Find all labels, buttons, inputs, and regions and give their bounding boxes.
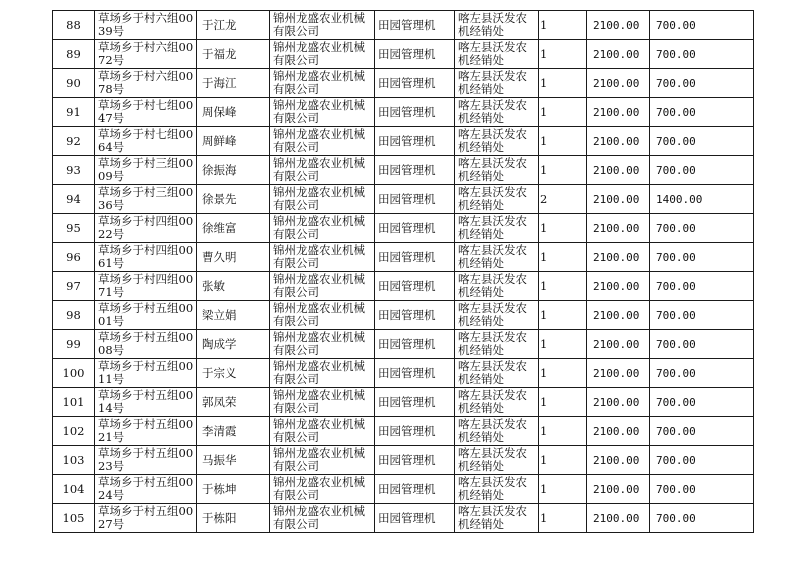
address-cell: 草场乡于村五组0021号 — [95, 417, 197, 446]
total-subsidy-cell: 700.00 — [650, 446, 754, 475]
total-subsidy-cell: 1400.00 — [650, 185, 754, 214]
quantity-cell: 1 — [539, 11, 587, 40]
table-row — [53, 330, 754, 359]
unit-subsidy-cell: 2100.00 — [587, 504, 650, 533]
row-number: 94 — [53, 185, 95, 214]
owner-name-cell: 于栋坤 — [197, 475, 270, 504]
total-subsidy-cell: 700.00 — [650, 417, 754, 446]
owner-name-cell: 于栋阳 — [197, 504, 270, 533]
total-subsidy-cell: 700.00 — [650, 156, 754, 185]
owner-name-cell: 于江龙 — [197, 11, 270, 40]
machine-type-cell: 田园管理机 — [375, 156, 455, 185]
unit-subsidy-cell: 2100.00 — [587, 40, 650, 69]
address-cell: 草场乡于村五组0011号 — [95, 359, 197, 388]
table-row — [53, 40, 754, 69]
unit-subsidy-cell: 2100.00 — [587, 388, 650, 417]
table-row — [53, 388, 754, 417]
machine-type-cell: 田园管理机 — [375, 475, 455, 504]
row-number: 102 — [53, 417, 95, 446]
manufacturer-cell: 锦州龙盛农业机械有限公司 — [270, 475, 375, 504]
manufacturer-cell: 锦州龙盛农业机械有限公司 — [270, 69, 375, 98]
machine-type-cell: 田园管理机 — [375, 301, 455, 330]
owner-name-cell: 陶成学 — [197, 330, 270, 359]
total-subsidy-cell: 700.00 — [650, 272, 754, 301]
table-row — [53, 69, 754, 98]
machine-type-cell: 田园管理机 — [375, 69, 455, 98]
address-cell: 草场乡于村四组0061号 — [95, 243, 197, 272]
quantity-cell: 1 — [539, 330, 587, 359]
machine-type-cell: 田园管理机 — [375, 504, 455, 533]
row-number: 105 — [53, 504, 95, 533]
address-cell: 草场乡于村五组0023号 — [95, 446, 197, 475]
table-row — [53, 243, 754, 272]
quantity-cell: 1 — [539, 214, 587, 243]
manufacturer-cell: 锦州龙盛农业机械有限公司 — [270, 301, 375, 330]
subsidy-table — [52, 10, 754, 533]
row-number: 96 — [53, 243, 95, 272]
row-number: 98 — [53, 301, 95, 330]
quantity-cell: 2 — [539, 185, 587, 214]
total-subsidy-cell: 700.00 — [650, 127, 754, 156]
address-cell: 草场乡于村五组0027号 — [95, 504, 197, 533]
row-number: 99 — [53, 330, 95, 359]
total-subsidy-cell: 700.00 — [650, 504, 754, 533]
address-cell: 草场乡于村四组0022号 — [95, 214, 197, 243]
address-cell: 草场乡于村七组0047号 — [95, 98, 197, 127]
dealer-cell: 喀左县沃发农机经销处 — [455, 11, 539, 40]
unit-subsidy-cell: 2100.00 — [587, 330, 650, 359]
machine-type-cell: 田园管理机 — [375, 359, 455, 388]
owner-name-cell: 徐振海 — [197, 156, 270, 185]
quantity-cell: 1 — [539, 127, 587, 156]
manufacturer-cell: 锦州龙盛农业机械有限公司 — [270, 127, 375, 156]
address-cell: 草场乡于村六组0039号 — [95, 11, 197, 40]
row-number: 104 — [53, 475, 95, 504]
table-row — [53, 475, 754, 504]
machine-type-cell: 田园管理机 — [375, 11, 455, 40]
manufacturer-cell: 锦州龙盛农业机械有限公司 — [270, 40, 375, 69]
total-subsidy-cell: 700.00 — [650, 388, 754, 417]
unit-subsidy-cell: 2100.00 — [587, 272, 650, 301]
owner-name-cell: 周保峰 — [197, 98, 270, 127]
row-number: 100 — [53, 359, 95, 388]
quantity-cell: 1 — [539, 446, 587, 475]
address-cell: 草场乡于村七组0064号 — [95, 127, 197, 156]
dealer-cell: 喀左县沃发农机经销处 — [455, 388, 539, 417]
unit-subsidy-cell: 2100.00 — [587, 475, 650, 504]
manufacturer-cell: 锦州龙盛农业机械有限公司 — [270, 98, 375, 127]
total-subsidy-cell: 700.00 — [650, 11, 754, 40]
total-subsidy-cell: 700.00 — [650, 40, 754, 69]
unit-subsidy-cell: 2100.00 — [587, 156, 650, 185]
machine-type-cell: 田园管理机 — [375, 272, 455, 301]
subsidy-list-page — [52, 10, 753, 533]
manufacturer-cell: 锦州龙盛农业机械有限公司 — [270, 156, 375, 185]
manufacturer-cell: 锦州龙盛农业机械有限公司 — [270, 417, 375, 446]
manufacturer-cell: 锦州龙盛农业机械有限公司 — [270, 446, 375, 475]
row-number: 103 — [53, 446, 95, 475]
dealer-cell: 喀左县沃发农机经销处 — [455, 40, 539, 69]
unit-subsidy-cell: 2100.00 — [587, 11, 650, 40]
total-subsidy-cell: 700.00 — [650, 69, 754, 98]
row-number: 97 — [53, 272, 95, 301]
address-cell: 草场乡于村五组0014号 — [95, 388, 197, 417]
quantity-cell: 1 — [539, 504, 587, 533]
address-cell: 草场乡于村六组0072号 — [95, 40, 197, 69]
unit-subsidy-cell: 2100.00 — [587, 446, 650, 475]
owner-name-cell: 马振华 — [197, 446, 270, 475]
total-subsidy-cell: 700.00 — [650, 330, 754, 359]
owner-name-cell: 梁立娟 — [197, 301, 270, 330]
owner-name-cell: 于宗义 — [197, 359, 270, 388]
address-cell: 草场乡于村三组0009号 — [95, 156, 197, 185]
total-subsidy-cell: 700.00 — [650, 359, 754, 388]
machine-type-cell: 田园管理机 — [375, 388, 455, 417]
manufacturer-cell: 锦州龙盛农业机械有限公司 — [270, 11, 375, 40]
manufacturer-cell: 锦州龙盛农业机械有限公司 — [270, 214, 375, 243]
unit-subsidy-cell: 2100.00 — [587, 243, 650, 272]
quantity-cell: 1 — [539, 475, 587, 504]
unit-subsidy-cell: 2100.00 — [587, 127, 650, 156]
manufacturer-cell: 锦州龙盛农业机械有限公司 — [270, 243, 375, 272]
total-subsidy-cell: 700.00 — [650, 214, 754, 243]
manufacturer-cell: 锦州龙盛农业机械有限公司 — [270, 330, 375, 359]
machine-type-cell: 田园管理机 — [375, 185, 455, 214]
quantity-cell: 1 — [539, 417, 587, 446]
dealer-cell: 喀左县沃发农机经销处 — [455, 446, 539, 475]
quantity-cell: 1 — [539, 359, 587, 388]
owner-name-cell: 张敏 — [197, 272, 270, 301]
table-row — [53, 98, 754, 127]
address-cell: 草场乡于村三组0036号 — [95, 185, 197, 214]
address-cell: 草场乡于村五组0008号 — [95, 330, 197, 359]
machine-type-cell: 田园管理机 — [375, 98, 455, 127]
quantity-cell: 1 — [539, 98, 587, 127]
total-subsidy-cell: 700.00 — [650, 243, 754, 272]
manufacturer-cell: 锦州龙盛农业机械有限公司 — [270, 359, 375, 388]
quantity-cell: 1 — [539, 156, 587, 185]
machine-type-cell: 田园管理机 — [375, 417, 455, 446]
table-row — [53, 127, 754, 156]
table-row — [53, 185, 754, 214]
dealer-cell: 喀左县沃发农机经销处 — [455, 272, 539, 301]
dealer-cell: 喀左县沃发农机经销处 — [455, 330, 539, 359]
machine-type-cell: 田园管理机 — [375, 446, 455, 475]
total-subsidy-cell: 700.00 — [650, 475, 754, 504]
quantity-cell: 1 — [539, 243, 587, 272]
dealer-cell: 喀左县沃发农机经销处 — [455, 504, 539, 533]
table-row — [53, 272, 754, 301]
table-row — [53, 214, 754, 243]
unit-subsidy-cell: 2100.00 — [587, 69, 650, 98]
address-cell: 草场乡于村五组0001号 — [95, 301, 197, 330]
table-row — [53, 504, 754, 533]
address-cell: 草场乡于村六组0078号 — [95, 69, 197, 98]
row-number: 101 — [53, 388, 95, 417]
quantity-cell: 1 — [539, 40, 587, 69]
manufacturer-cell: 锦州龙盛农业机械有限公司 — [270, 185, 375, 214]
dealer-cell: 喀左县沃发农机经销处 — [455, 417, 539, 446]
row-number: 93 — [53, 156, 95, 185]
dealer-cell: 喀左县沃发农机经销处 — [455, 185, 539, 214]
dealer-cell: 喀左县沃发农机经销处 — [455, 214, 539, 243]
owner-name-cell: 于海江 — [197, 69, 270, 98]
table-row — [53, 156, 754, 185]
machine-type-cell: 田园管理机 — [375, 214, 455, 243]
owner-name-cell: 徐维富 — [197, 214, 270, 243]
address-cell: 草场乡于村四组0071号 — [95, 272, 197, 301]
row-number: 95 — [53, 214, 95, 243]
row-number: 91 — [53, 98, 95, 127]
row-number: 90 — [53, 69, 95, 98]
dealer-cell: 喀左县沃发农机经销处 — [455, 301, 539, 330]
machine-type-cell: 田园管理机 — [375, 243, 455, 272]
machine-type-cell: 田园管理机 — [375, 330, 455, 359]
owner-name-cell: 郭凤荣 — [197, 388, 270, 417]
quantity-cell: 1 — [539, 388, 587, 417]
table-row — [53, 446, 754, 475]
dealer-cell: 喀左县沃发农机经销处 — [455, 69, 539, 98]
quantity-cell: 1 — [539, 301, 587, 330]
table-row — [53, 11, 754, 40]
dealer-cell: 喀左县沃发农机经销处 — [455, 156, 539, 185]
owner-name-cell: 李清霞 — [197, 417, 270, 446]
owner-name-cell: 徐景先 — [197, 185, 270, 214]
address-cell: 草场乡于村五组0024号 — [95, 475, 197, 504]
owner-name-cell: 曹久明 — [197, 243, 270, 272]
unit-subsidy-cell: 2100.00 — [587, 98, 650, 127]
unit-subsidy-cell: 2100.00 — [587, 417, 650, 446]
table-row — [53, 359, 754, 388]
total-subsidy-cell: 700.00 — [650, 301, 754, 330]
dealer-cell: 喀左县沃发农机经销处 — [455, 359, 539, 388]
total-subsidy-cell: 700.00 — [650, 98, 754, 127]
row-number: 92 — [53, 127, 95, 156]
manufacturer-cell: 锦州龙盛农业机械有限公司 — [270, 504, 375, 533]
dealer-cell: 喀左县沃发农机经销处 — [455, 127, 539, 156]
row-number: 88 — [53, 11, 95, 40]
table-body — [53, 11, 754, 533]
quantity-cell: 1 — [539, 272, 587, 301]
unit-subsidy-cell: 2100.00 — [587, 185, 650, 214]
table-row — [53, 417, 754, 446]
dealer-cell: 喀左县沃发农机经销处 — [455, 98, 539, 127]
quantity-cell: 1 — [539, 69, 587, 98]
owner-name-cell: 于福龙 — [197, 40, 270, 69]
table-row — [53, 301, 754, 330]
manufacturer-cell: 锦州龙盛农业机械有限公司 — [270, 388, 375, 417]
unit-subsidy-cell: 2100.00 — [587, 214, 650, 243]
unit-subsidy-cell: 2100.00 — [587, 359, 650, 388]
unit-subsidy-cell: 2100.00 — [587, 301, 650, 330]
manufacturer-cell: 锦州龙盛农业机械有限公司 — [270, 272, 375, 301]
row-number: 89 — [53, 40, 95, 69]
machine-type-cell: 田园管理机 — [375, 127, 455, 156]
owner-name-cell: 周鲜峰 — [197, 127, 270, 156]
dealer-cell: 喀左县沃发农机经销处 — [455, 475, 539, 504]
machine-type-cell: 田园管理机 — [375, 40, 455, 69]
dealer-cell: 喀左县沃发农机经销处 — [455, 243, 539, 272]
